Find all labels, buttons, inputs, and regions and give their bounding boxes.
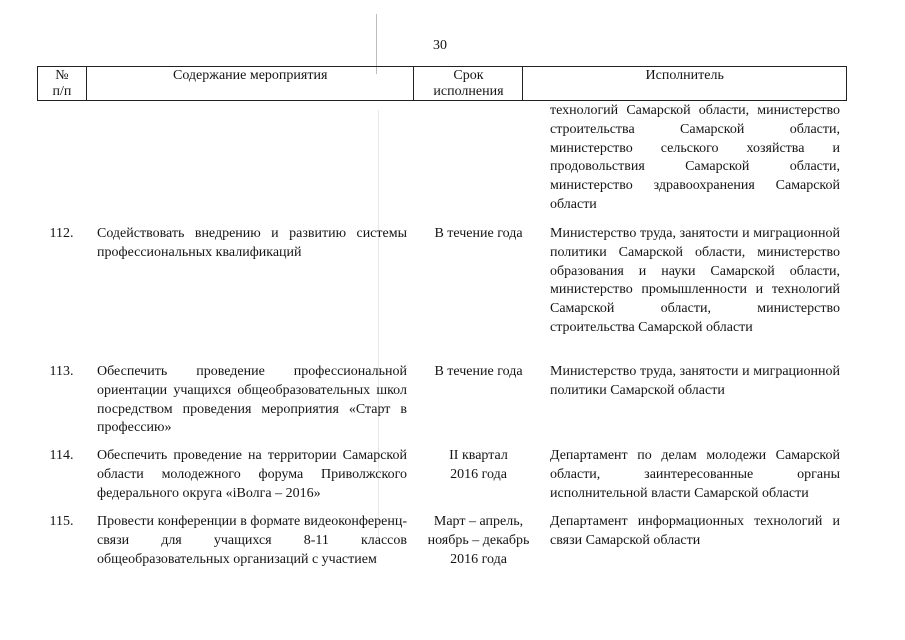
row-content: Обеспечить проведение на территории Самарской области молодежного форума Приволжского федерального округа «iВолга – 2016» (97, 448, 407, 501)
row-term: В течение года (434, 226, 523, 241)
header-content: Содержание мероприятия (86, 67, 414, 101)
table-header (37, 66, 847, 101)
page-number: 30 (433, 38, 447, 53)
scan-mark (376, 14, 377, 74)
row-number: 115. (49, 514, 74, 529)
row-content: Содействовать внедрению и развитию системы профессиональных квалификаций (97, 226, 407, 260)
header-executor: Исполнитель (523, 67, 847, 101)
row-number: 112. (49, 226, 74, 241)
row-executor: Департамент информационных технологий и связи Самарской области (550, 514, 840, 548)
header-number: № п/п (38, 67, 87, 101)
row-executor: Министерство труда, занятости и миграционной политики Самарской области (550, 364, 840, 398)
row-term: Март – апрель, ноябрь – декабрь 2016 года (427, 514, 530, 567)
row-number: 113. (49, 364, 74, 379)
header-term: Срок исполнения (414, 67, 523, 101)
row-term: II квартал 2016 года (449, 448, 508, 482)
row-number: 114. (49, 448, 74, 463)
row-content: Обеспечить проведение профессиональной ориентации учащихся общеобразовательных школ посредством проведения мероприятия «Старт в профессию» (97, 364, 407, 436)
row-term: В течение года (434, 364, 523, 379)
row-content: Провести конференции в формате видеоконференц-связи для учащихся 8-11 классов общеобразовательных организаций с участием (97, 514, 407, 567)
executor-continuation: технологий Самарской области, министерство строительства Самарской области, министерство сельского хозяйства и продовольствия Самарской области, министерство здравоохранения Самарской области (550, 103, 840, 212)
row-executor: Департамент по делам молодежи Самарской области, заинтересованные органы исполнительной власти Самарской области (550, 448, 840, 501)
row-executor: Министерство труда, занятости и миграционной политики Самарской области, министерство образования и науки Самарской области, министерство промышленности и технологий Самарской области, министерство строительства Самарской области (550, 226, 840, 335)
